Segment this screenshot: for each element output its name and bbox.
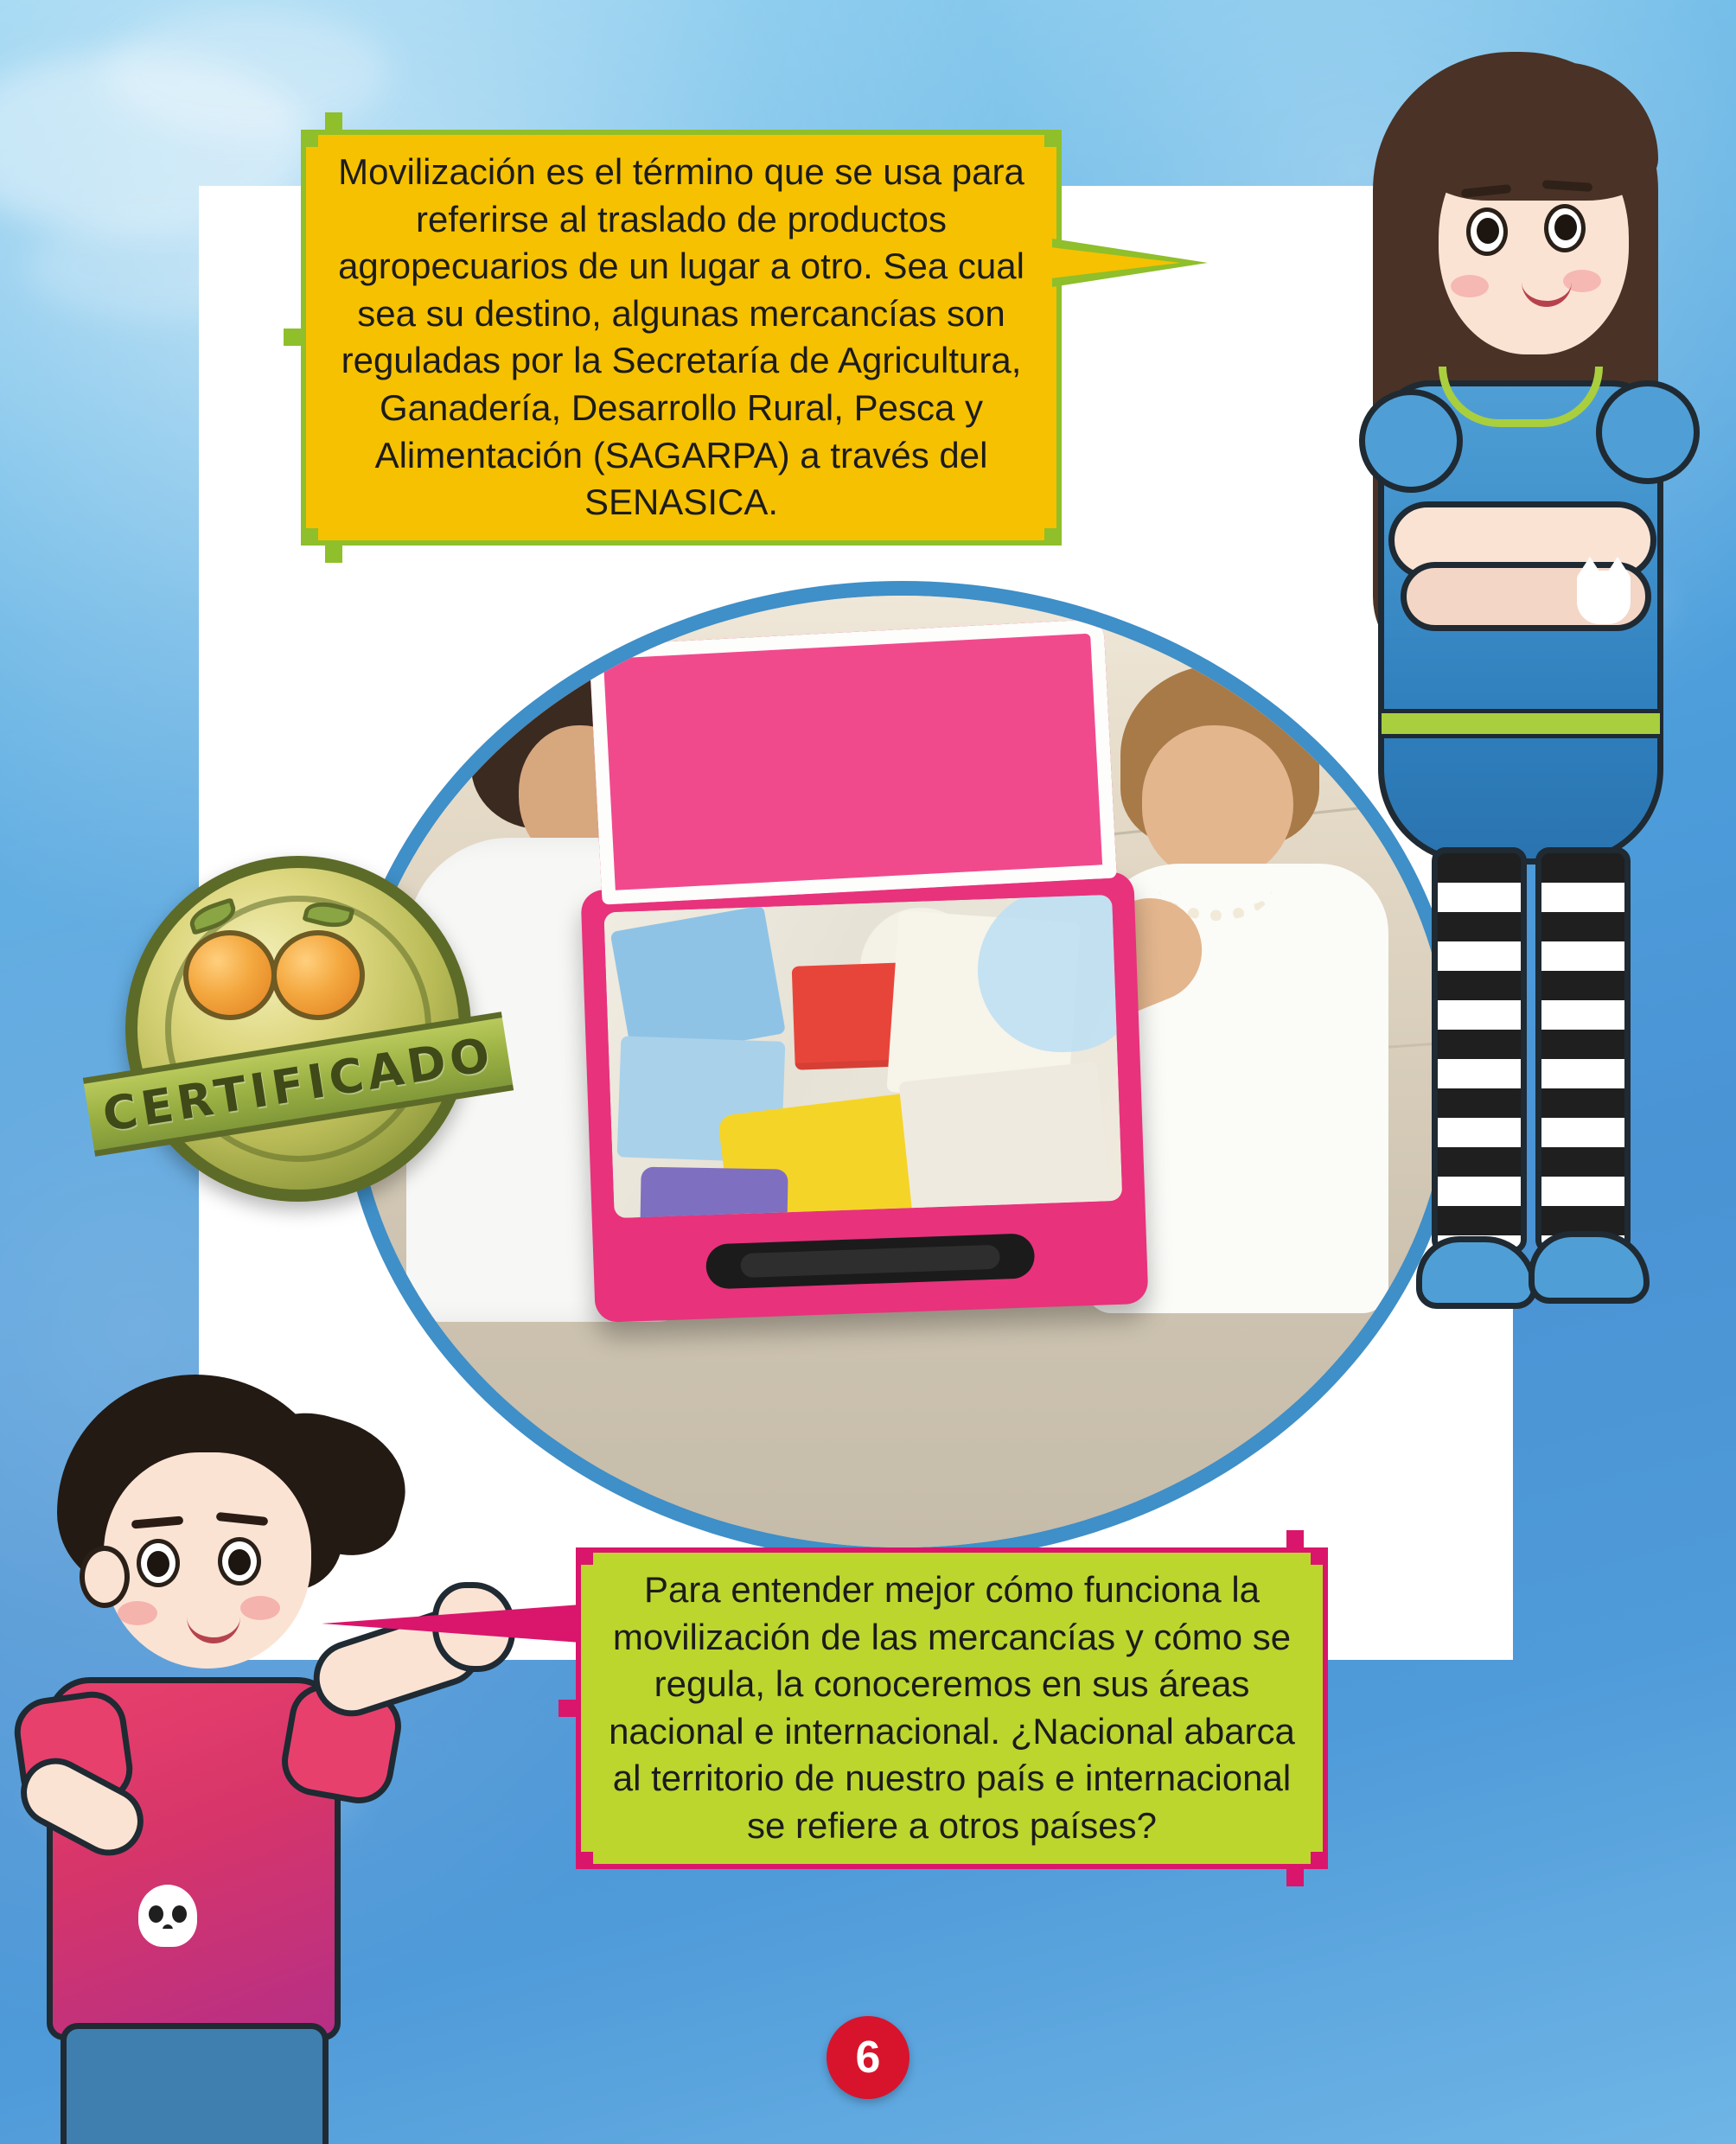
certified-seal bbox=[86, 847, 510, 1210]
suitcase-item bbox=[640, 1167, 788, 1218]
bubble-corner bbox=[301, 130, 318, 147]
bubble-corner bbox=[284, 329, 301, 346]
bubble-corner bbox=[576, 1547, 593, 1565]
bubble-corner bbox=[1311, 1852, 1328, 1869]
bubble-corner bbox=[576, 1852, 593, 1869]
speech-bubble-top bbox=[301, 130, 1062, 546]
girl-pupil bbox=[1554, 214, 1577, 240]
cat-icon bbox=[1577, 571, 1631, 624]
boy-pupil bbox=[147, 1551, 169, 1577]
bubble-corner bbox=[1044, 528, 1062, 546]
suitcase-lid bbox=[589, 619, 1117, 905]
seal-label: CERTIFICADO bbox=[99, 1026, 498, 1142]
boy-cheek bbox=[118, 1601, 157, 1625]
cloud-decoration bbox=[104, 9, 389, 138]
bubble-corner bbox=[1286, 1530, 1304, 1547]
girl-fringe bbox=[1416, 62, 1658, 201]
bubble-corner bbox=[1311, 1547, 1328, 1565]
bubble-corner bbox=[558, 1700, 576, 1717]
bubble-bottom-text: Para entender mejor cómo funciona la movilización de las mercancías y cómo se regula, la conoceremos en sus áreas nacional e internacional. ¿Nacional abarca al territorio de nuestro país e internacional se refiere a otros países? bbox=[609, 1569, 1295, 1846]
suitcase-item bbox=[898, 1062, 1113, 1218]
girl-cheek bbox=[1451, 275, 1489, 297]
suitcase-contents bbox=[603, 895, 1122, 1218]
suitcase-strap bbox=[705, 1233, 1036, 1289]
girl-character bbox=[1337, 17, 1736, 1720]
photo-suitcase bbox=[580, 871, 1148, 1323]
skull-icon bbox=[138, 1885, 197, 1947]
orange-fruit-icon bbox=[183, 930, 277, 1020]
bubble-tail bbox=[1052, 239, 1208, 287]
girl-pupil bbox=[1477, 218, 1499, 244]
girl-leg bbox=[1535, 847, 1631, 1254]
speech-bubble-bottom bbox=[576, 1547, 1328, 1869]
traveler-face bbox=[1142, 725, 1293, 881]
girl-shoe bbox=[1529, 1231, 1650, 1304]
bubble-corner bbox=[301, 528, 318, 546]
girl-sleeve bbox=[1596, 380, 1700, 484]
bubble-corner bbox=[1044, 130, 1062, 147]
boy-ear bbox=[80, 1546, 130, 1608]
boy-character bbox=[26, 1366, 510, 2144]
bubble-corner bbox=[1286, 1869, 1304, 1886]
boy-cheek bbox=[240, 1596, 280, 1620]
page-number: 6 bbox=[827, 2016, 909, 2099]
girl-belt bbox=[1382, 709, 1660, 738]
girl-sleeve bbox=[1359, 389, 1463, 493]
bubble-corner bbox=[325, 546, 342, 563]
boy-pupil bbox=[228, 1549, 251, 1575]
skull-eye bbox=[149, 1905, 163, 1923]
boy-pants bbox=[61, 2023, 329, 2144]
bubble-corner bbox=[325, 112, 342, 130]
orange-fruit-icon bbox=[271, 930, 365, 1020]
photo-background bbox=[354, 596, 1449, 1547]
skull-eye bbox=[172, 1905, 187, 1923]
girl-leg bbox=[1432, 847, 1527, 1254]
skull-jaw bbox=[154, 1931, 182, 1943]
bubble-tail bbox=[322, 1605, 581, 1643]
bubble-top-text: Movilización es el término que se usa para referirse al traslado de productos agropecuarios de un lugar a otro. Sea cual sea su destino, algunas mercancías son reguladas por la Secretaría de Agricultura, Ganadería, Desarrollo Rural, Pesca y Alimentación (SAGARPA) a través del SENASICA. bbox=[338, 151, 1024, 523]
